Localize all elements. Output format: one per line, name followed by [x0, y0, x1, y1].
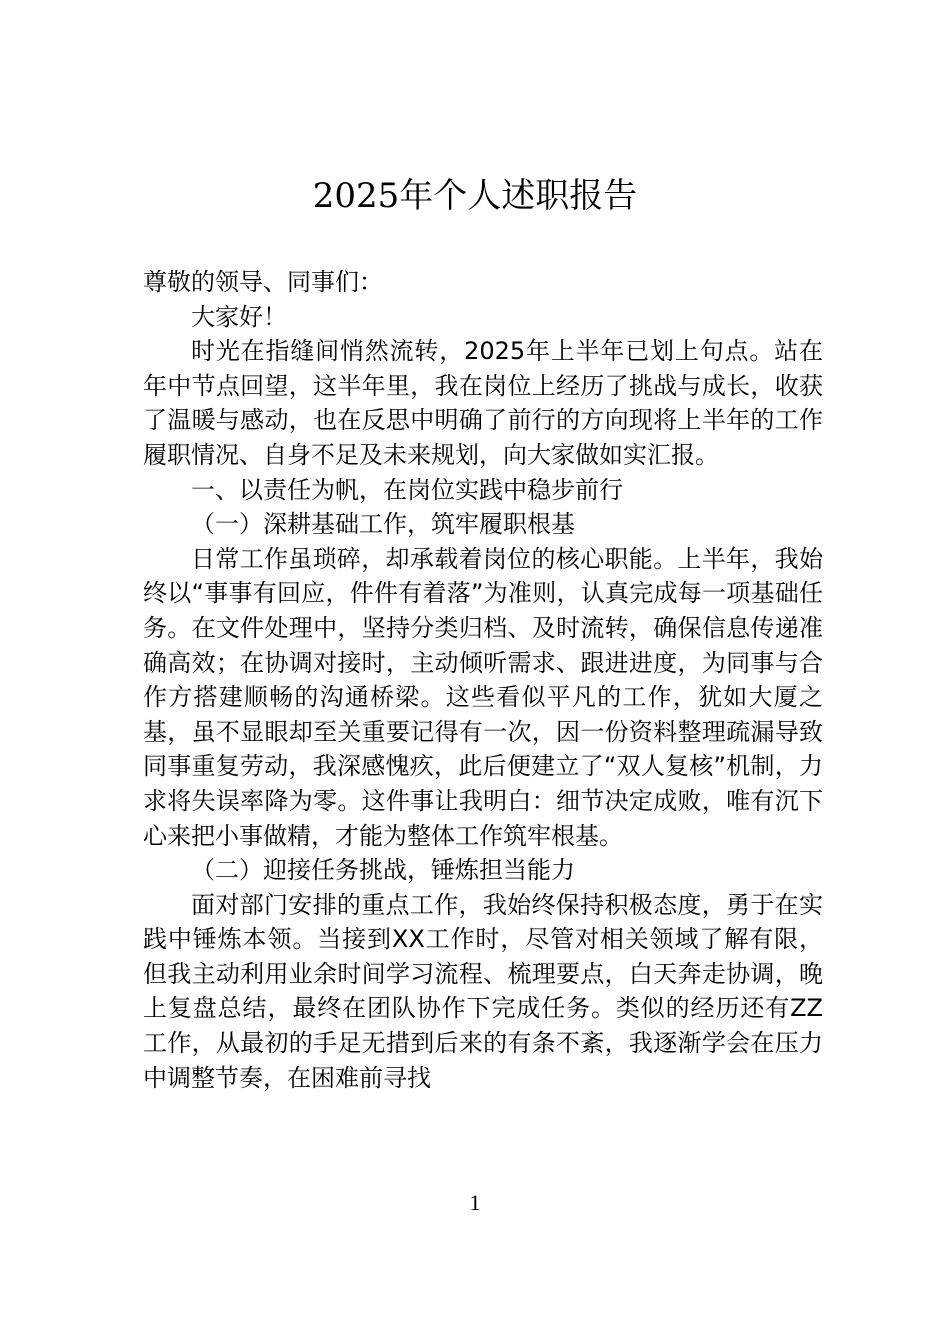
document-body [143, 265, 823, 1095]
greeting: 大家好！ [191, 302, 287, 331]
document-title: 2025年个人述职报告 [312, 176, 638, 216]
subsection-heading-1: （一）深耕基础工作，筑牢履职根基 [191, 510, 575, 539]
page-number: 1 [469, 1190, 481, 1215]
subsection-heading-2: （二）迎接任务挑战，锤炼担当能力 [191, 856, 575, 885]
salutation: 尊敬的领导、同事们： [143, 268, 383, 296]
body-paragraph: 日常工作虽琐碎，却承载着岗位的核心职能。上半年，我始终以“事事有回应，件件有着落”为准则，认真完成每一项基础任务。在文件处理中，坚持分类归档、及时流转，确保信息传递准确高效；在协调对接时，主动倾听需求、跟进进度，为同事与合作方搭建顺畅的沟通桥梁。这些看似平凡的工作，犹如大厦之基，虽不显眼却至关重要记得有一次，因一份资料整理疏漏导致同事重复劳动，我深感愧疚，此后便建立了“双人复核”机制，力求将失误率降为零。这件事让我明白：细节决定成败，唯有沉下心来把小事做精，才能为整体工作筑牢根基。 [143, 544, 823, 850]
intro-paragraph: 时光在指缝间悄然流转，2025年上半年已划上句点。站在年中节点回望，这半年里，我在岗位上经历了挑战与成长，收获了温暖与感动，也在反思中明确了前行的方向现将上半年的工作履职情况、自身不足及未来规划，向大家做如实汇报。 [143, 337, 823, 469]
body-paragraph: 面对部门安排的重点工作，我始终保持积极态度，勇于在实践中锤炼本领。当接到XX工作时，尽管对相关领域了解有限，但我主动利用业余时间学习流程、梳理要点，白天奔走协调，晚上复盘总结，最终在团队协作下完成任务。类似的经历还有ZZ工作，从最初的手足无措到后来的有条不紊，我逐渐学会在压力中调整节奏，在困难前寻找 [143, 890, 823, 1092]
section-heading-1: 一、以责任为帆，在岗位实践中稳步前行 [191, 475, 623, 504]
